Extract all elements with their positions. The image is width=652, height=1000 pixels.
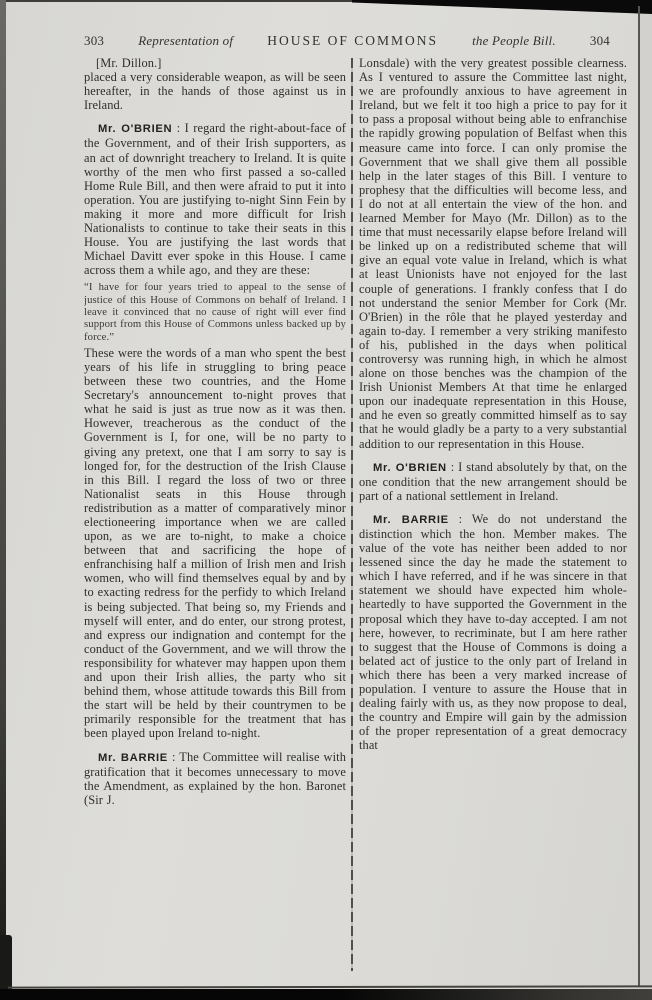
column-divider-rule bbox=[351, 58, 353, 971]
speech-paragraph: Mr. O'BRIEN : I stand absolutely by that, on the one condition that the new arrangement should be part of a national settlement in Ireland. bbox=[359, 459, 627, 503]
scan-top-right-shadow bbox=[352, 0, 652, 14]
page-right-margin-strip bbox=[640, 0, 652, 1000]
speaker-name: Mr. O'BRIEN bbox=[98, 123, 173, 136]
speech-paragraph: Mr. BARRIE : We do not understand the distinction which the hon. Member makes. The value of the vote has neither been added to nor lessened since the day he made the statement to which I have referred, and if he was sincere in that statement we should have expected him whole-heartedly to have supported the Government in the proposal which they have to-day accepted. I am not here, however, to recriminate, but I am here rather to suggest that the House of Commons is doing a belated act of justice to the only part of Ireland in which there has been a very marked increase of population. I venture to assure the House that in dealing fairly with us, as they now propose to deal, the country and Empire will gain by the admission of the proper representation of a great democracy that bbox=[359, 511, 627, 753]
speaker-name: Mr. O'BRIEN bbox=[373, 461, 447, 474]
debate-text-columns bbox=[84, 56, 627, 971]
page-header bbox=[84, 33, 610, 49]
continuation-paragraph: Lonsdale) with the very greatest possible clearness. As I ventured to assure the Committee last night, we are profoundly anxious to have agreement in Ireland, but we felt it too high a price to pay for it to pass a proposal without being able to enfranchise the rapidly growing population of Belfast when this measure came into force. I can only promise the Government that we shall give them all possible help in the later stages of this Bill. I venture to prophesy that the difficulties will become less, and I do not at all entertain the view of the hon. and learned Member for Mayo (Mr. Dillon) as to the time that must necessarily elapse before Ireland will be linked up on a redistributed scheme that will give an equal vote value in Ireland, which is what at least Unionists have not enjoyed for the last couple of generations. I frankly confess that I do not understand the senior Member for Cork (Mr. O'Brien) in the rôle that he played yesterday and again to-day. I remember a very striking manifesto of his, published in the days when political controversy was running high, in which he almost alone on those benches was the champion of the Irish Unionist Members At that time he enlarged upon our inadequate representation in this House, and he even so greatly committed himself as to say that he would gladly be a party to a very substantial addition to our representation in this House. bbox=[359, 56, 627, 451]
attribution-paragraph: [Mr. Dillon.] bbox=[96, 56, 162, 70]
scan-left-edge bbox=[0, 0, 6, 1000]
page-right-edge-line bbox=[638, 6, 640, 986]
speaker-name: Mr. BARRIE bbox=[98, 751, 168, 764]
continuation-paragraph: placed a very considerable weapon, as will be seen hereafter, in the hands of those against us in Ireland. bbox=[84, 70, 346, 113]
speech-paragraph: Mr. BARRIE : The Committee will realise with gratification that it becomes unnecessary to move the Amendment, as explained by the hon. Baronet (Sir J. bbox=[84, 749, 346, 807]
speech-paragraph: Mr. O'BRIEN : I regard the right-about-face of the Government, and of their Irish supporters, as an act of downright treachery to Ireland. It is quite worthy of the men who first passed a so-called Home Rule Bill, and then were afraid to put it into operation. You are justifying to-night Sinn Fein by making it more and more difficult for Irish Nationalists to continue to take their seats in this House. You are justifying the last words that Michael Davitt ever spoke in this House. I came across them a while ago, and they are these: bbox=[84, 121, 346, 278]
plain-paragraph: These were the words of a man who spent the best years of his life in struggling to bring peace between these two countries, and the Home Secretary's announcement to-night proves that what he said is just as true now as it was then. However, treacherous as the conduct of the Government is I, for one, will be no party to giving any pretext, one that I am sorry to say is longed for, for the destruction of the Irish Clause in this Bill. I regard the loss of two or three Nationalist seats in this House through redistribution as a matter of comparatively minor electioneering importance when we are called upon, as we are to-night, to make a choice between that and sacrificing the hope of enfranchising half a million of Irish men and Irish women, who will find themselves equal by and by to exacting redress for the perfidy to which Ireland is being subjected. That being so, my Friends and myself will enter, and do enter, our strong protest, and express our indignation and contempt for the conduct of the Government, and we will throw the responsibility for whatever may happen upon them and upon their Irish allies, the party who sit behind them, whose attitude towards this Bill from the start will be held by their countrymen to be primarily responsible for the treatment that has been played upon Ireland to-night. bbox=[84, 345, 346, 741]
speaker-name: Mr. BARRIE bbox=[373, 513, 449, 526]
left-text-column bbox=[84, 56, 346, 971]
left-column-number: 303 bbox=[84, 33, 105, 48]
running-title-right: the People Bill. bbox=[472, 33, 556, 48]
running-title-center: HOUSE OF COMMONS bbox=[267, 33, 439, 48]
scan-bottom-edge bbox=[0, 989, 652, 1000]
running-title-left: Representation of bbox=[138, 33, 234, 48]
right-text-column bbox=[359, 56, 627, 971]
right-column-number: 304 bbox=[589, 33, 610, 48]
quote-paragraph: “I have for four years tried to appeal to the sense of justice of this House of Commons on behalf of Ireland. I leave it convinced that no cause of right will ever find support from this House of Commons unless backed up by force.” bbox=[84, 281, 346, 343]
